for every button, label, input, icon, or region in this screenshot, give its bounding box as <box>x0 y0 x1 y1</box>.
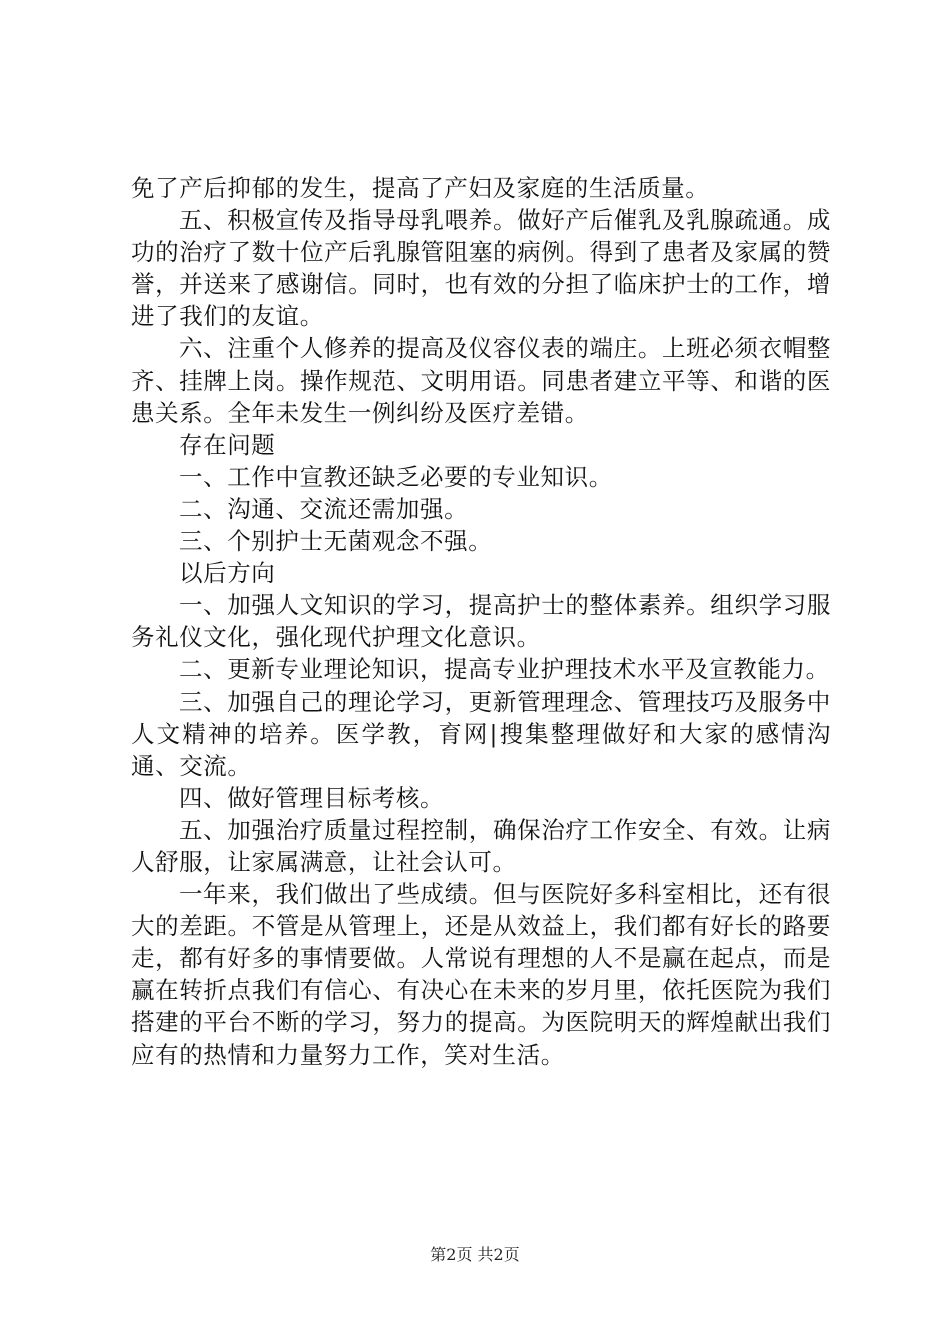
issue-item-2: 二、沟通、交流还需加强。 <box>179 494 469 523</box>
closing-paragraph: 一年来，我们做出了些成绩。但与医院好多科室相比，还有很大的差距。不管是从管理上，还是从效益上，我们都有好长的路要走，都有好多的事情要做。人常说有理想的人不是赢在起点，而是赢在转折点我们有信心、有决心在未来的岁月里，依托医院为我们搭建的平台不断的学习，努力的提高。为医院明天的辉煌献出我们应有的热情和力量努力工作，笑对生活。 <box>131 880 831 1069</box>
direction-item-1: 一、加强人文知识的学习，提高护士的整体素养。组织学习服务礼仪文化，强化现代护理文化意识。 <box>131 591 831 652</box>
issue-item-3: 三、个别护士无菌观念不强。 <box>179 527 493 556</box>
document-body <box>131 172 831 1071</box>
direction-item-4: 四、做好管理目标考核。 <box>179 783 445 812</box>
paragraph-2: 五、积极宣传及指导母乳喂养。做好产后催乳及乳腺疏通。成功的治疗了数十位产后乳腺管阻塞的病例。得到了患者及家属的赞誉，并送来了感谢信。同时，也有效的分担了临床护士的工作，增进了我们的友谊。 <box>131 206 831 331</box>
section-heading-issues: 存在问题 <box>179 430 276 459</box>
direction-item-2: 二、更新专业理论知识，提高专业护理技术水平及宣教能力。 <box>179 655 830 684</box>
section-heading-direction: 以后方向 <box>179 559 276 588</box>
paragraph-1: 免了产后抑郁的发生，提高了产妇及家庭的生活质量。 <box>131 174 710 202</box>
page-number-label: 第2页 共2页 <box>430 1245 520 1264</box>
page-footer <box>0 1245 950 1265</box>
direction-item-3: 三、加强自己的理论学习，更新管理理念、管理技巧及服务中人文精神的培养。医学教，育网|搜集整理做好和大家的感情沟通、交流。 <box>131 687 831 780</box>
issue-item-1: 一、工作中宣教还缺乏必要的专业知识。 <box>179 462 613 491</box>
direction-item-5: 五、加强治疗质量过程控制，确保治疗工作安全、有效。让病人舒服，让家属满意，让社会认可。 <box>131 815 831 876</box>
paragraph-3: 六、注重个人修养的提高及仪容仪表的端庄。上班必须衣帽整齐、挂牌上岗。操作规范、文明用语。同患者建立平等、和谐的医患关系。全年未发生一例纠纷及医疗差错。 <box>131 334 831 427</box>
